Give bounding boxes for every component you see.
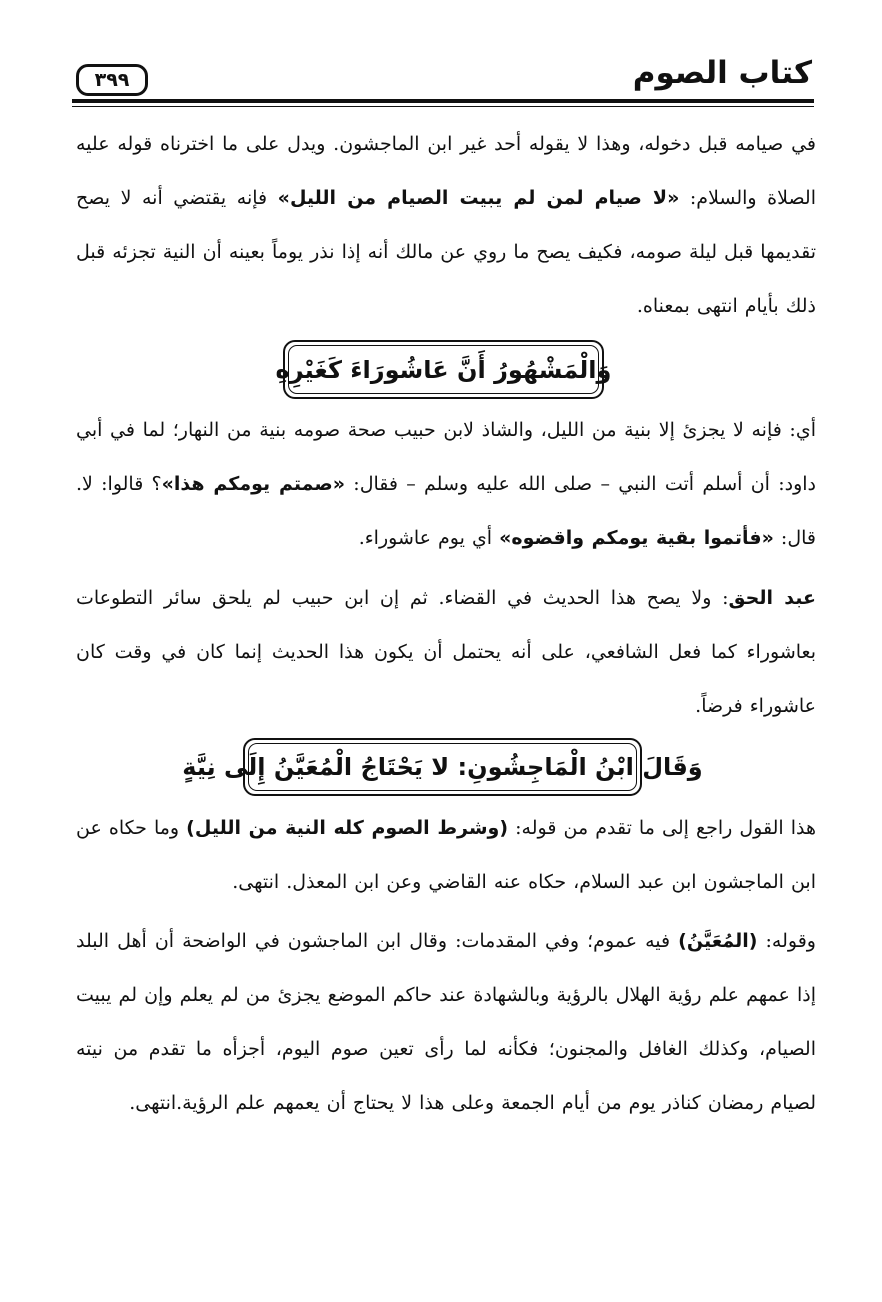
paragraph-3 — [76, 571, 816, 733]
section-heading-2 — [182, 738, 703, 796]
paragraph-2 — [76, 403, 816, 565]
paragraph-2-text-b: ؟ قالوا: لا. قال: — [76, 473, 816, 549]
paragraph-2-text-a: أي: فإنه لا يجزئ إلا بنية من الليل، والشاذ لابن حبيب صحة صومه بنية من النهار؛ لما في أبي داود: أن أسلم أتت النبي – صلى الله عليه وسلم – فقال: — [76, 419, 816, 495]
paragraph-1-text-b: فإنه يقتضي أنه لا يصح تقديمها قبل ليلة صومه، فكيف يصح ما روي عن مالك أنه إذا نذر يوماً بعينه أن النية تجزئه قبل ذلك بأيام انتهى بمعناه. — [76, 187, 816, 317]
paragraph-2-text-c: أي يوم عاشوراء. — [358, 527, 500, 549]
paragraph-4-text-b: وما حكاه عن ابن الماجشون ابن عبد السلام، حكاه عنه القاضي وعن ابن المعذل. انتهى. — [76, 817, 816, 893]
paragraph-1 — [76, 117, 816, 333]
paragraph-1-text-a: في صيامه قبل دخوله، وهذا لا يقوله أحد غير ابن الماجشون. ويدل على ما اخترناه قوله عليه الصلاة والسلام: — [76, 133, 816, 209]
running-title: كتاب الصوم — [632, 55, 812, 91]
paragraph-4-text-a: هذا القول راجع إلى ما تقدم من قوله: — [508, 817, 817, 839]
hadith-quote: «لا صيام لمن لم يبيت الصيام من الليل» — [277, 187, 680, 209]
paragraph-5 — [76, 914, 816, 1130]
paragraph-5-text-a: وقوله: — [757, 930, 816, 952]
header-rule-thin — [72, 106, 814, 107]
page-number: ٣٩٩ — [76, 64, 148, 96]
matn-quote: (وشرط الصوم كله النية من الليل) — [186, 817, 509, 839]
paragraph-4 — [76, 801, 816, 909]
paragraph-3-text: : ولا يصح هذا الحديث في القضاء. ثم إن ابن حبيب لم يلحق سائر التطوعات بعاشوراء كما فعل الشافعي، على أنه يحتمل أن يكون هذا الحديث إنما كان في وقت كان عاشوراء فرضاً. — [76, 587, 816, 717]
section-heading-2-text: وَقَالَ ابْنُ الْمَاجِشُونِ: لا يَحْتَاجُ الْمُعَيَّنُ إِلَى نِيَّةٍ — [248, 743, 637, 791]
matn-quote-2: (المُعَيَّنُ) — [678, 930, 758, 952]
author-name: عبد الحق — [728, 587, 816, 609]
section-heading-1-text: وَالْمَشْهُورُ أَنَّ عَاشُورَاءَ كَغَيْرِهِ — [288, 345, 599, 394]
hadith-quote-2: «صمتم يومكم هذا» — [161, 473, 346, 495]
paragraph-5-text-b: فيه عموم؛ وفي المقدمات: وقال ابن الماجشون في الواضحة أن أهل البلد إذا عمهم علم رؤية الهلال بالرؤية وبالشهادة عند حاكم الموضع يجزئ من لم يعلم وإن لم يبيت الصيام، وكذلك الغافل والمجنون؛ فكأنه لما رأى تعين صوم اليوم، أجزأه ما تقدم من نيته لصيام رمضان كناذر يوم من أيام الجمعة وعلى هذا لا يحتاج أن يعمهم علم الرؤية.انتهى. — [76, 930, 816, 1114]
hadith-quote-3: «فأتموا بقية يومكم واقضوه» — [499, 527, 774, 549]
header-rule — [72, 99, 814, 103]
section-heading-1 — [275, 340, 612, 399]
